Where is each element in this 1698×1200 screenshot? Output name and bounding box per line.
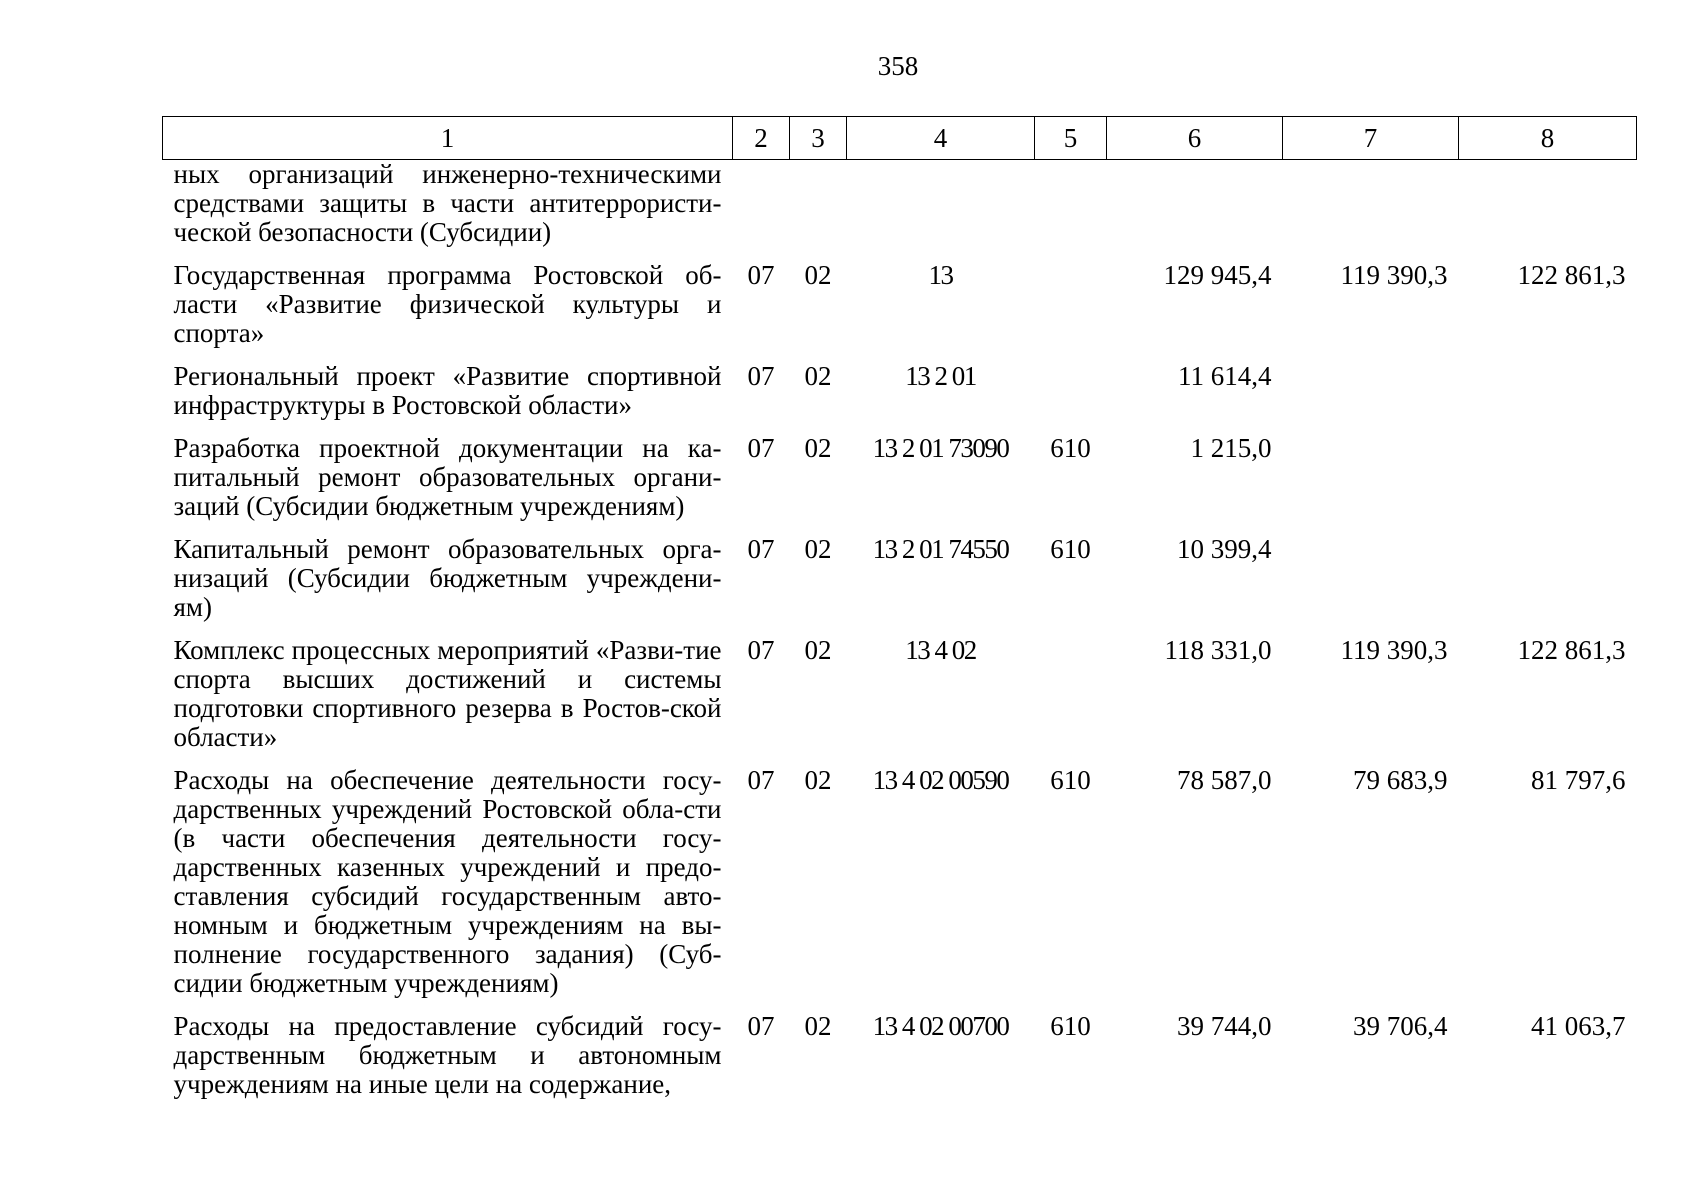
expense-type-code: 610 <box>1050 534 1091 564</box>
amount-col-7 <box>1283 160 1459 262</box>
table-row <box>163 160 1637 262</box>
amount-col-6 <box>1107 160 1283 262</box>
subsection-code: 02 <box>804 433 832 463</box>
section-code <box>733 160 790 262</box>
target-article-code: 13 4 02 00700 <box>872 1011 1009 1041</box>
section-code: 07 <box>747 635 775 665</box>
section-code: 07 <box>747 1011 775 1041</box>
section-code: 07 <box>747 765 775 795</box>
amount-col-7 <box>1283 362 1459 434</box>
target-article-code <box>847 160 1035 262</box>
section-code: 07 <box>747 534 775 564</box>
amount-col-7 <box>1283 434 1459 535</box>
amount-col-6: 118 331,0 <box>1164 635 1272 665</box>
amount-col-6: 10 399,4 <box>1177 534 1272 564</box>
expense-type-code: 610 <box>1050 1011 1091 1041</box>
row-name: Капитальный ремонт образовательных орга-низаций (Субсидии бюджетным учреждени-ям) <box>173 534 722 622</box>
column-header-7: 7 <box>1283 117 1459 160</box>
row-name: ных организаций инженерно-техническими средствами защиты в части антитеррористи-ческой безопасности (Субсидии) <box>173 159 722 247</box>
amount-col-8: 122 861,3 <box>1517 260 1626 290</box>
amount-col-8: 81 797,6 <box>1531 765 1626 795</box>
page-number: 358 <box>877 51 919 81</box>
table-row <box>163 1012 1637 1113</box>
table-header-row <box>163 117 1637 160</box>
amount-col-8 <box>1459 362 1637 434</box>
target-article-code: 13 4 02 00590 <box>872 765 1009 795</box>
row-name: Разработка проектной документации на ка-питальный ремонт образовательных органи-заций (Субсидии бюджетным учреждениям) <box>173 433 722 521</box>
column-header-5: 5 <box>1035 117 1107 160</box>
row-name: Комплекс процессных мероприятий «Разви-тие спорта высших достижений и системы подготовки спортивного резерва в Ростов-ской области» <box>173 635 722 752</box>
table-row <box>163 434 1637 535</box>
table-row <box>163 766 1637 1012</box>
column-header-3: 3 <box>790 117 847 160</box>
amount-col-8: 41 063,7 <box>1531 1011 1626 1041</box>
subsection-code <box>790 160 847 262</box>
expense-type-code: 610 <box>1050 765 1091 795</box>
column-header-2: 2 <box>733 117 790 160</box>
table-row <box>163 535 1637 636</box>
amount-col-6: 78 587,0 <box>1177 765 1272 795</box>
column-header-4: 4 <box>847 117 1035 160</box>
amount-col-7: 79 683,9 <box>1353 765 1448 795</box>
target-article-code: 13 <box>928 260 953 290</box>
amount-col-8: 122 861,3 <box>1517 635 1626 665</box>
column-header-6: 6 <box>1107 117 1283 160</box>
amount-col-6: 39 744,0 <box>1177 1011 1272 1041</box>
row-name: Региональный проект «Развитие спортивной инфраструктуры в Ростовской области» <box>173 361 722 420</box>
section-code: 07 <box>747 260 775 290</box>
section-code: 07 <box>747 361 775 391</box>
row-name: Расходы на обеспечение деятельности госу-дарственных учреждений Ростовской обла-сти (в части обеспечения деятельности госу-дарственных казенных учреждений и предо-ставления субсидий государственным авто-номным и бюджетным учреждениям на вы-полнение государственного задания) (Суб-сидии бюджетным учреждениям) <box>173 765 722 998</box>
table-row <box>163 636 1637 766</box>
table-row <box>163 362 1637 434</box>
target-article-code: 13 2 01 <box>905 361 976 391</box>
column-header-8: 8 <box>1459 117 1637 160</box>
amount-col-6: 1 215,0 <box>1190 433 1272 463</box>
subsection-code: 02 <box>804 635 832 665</box>
target-article-code: 13 4 02 <box>905 635 976 665</box>
expense-type-code <box>1035 261 1107 362</box>
column-header-1: 1 <box>163 117 733 160</box>
section-code: 07 <box>747 433 775 463</box>
amount-col-8 <box>1459 535 1637 636</box>
budget-table <box>162 116 1637 1113</box>
row-name: Государственная программа Ростовской об-ласти «Развитие физической культуры и спорта» <box>173 260 722 348</box>
expense-type-code <box>1035 362 1107 434</box>
target-article-code: 13 2 01 74550 <box>872 534 1009 564</box>
expense-type-code <box>1035 636 1107 766</box>
subsection-code: 02 <box>804 765 832 795</box>
row-name: Расходы на предоставление субсидий госу-дарственным бюджетным и автономным учреждениям на иные цели на содержание, <box>173 1011 722 1099</box>
subsection-code: 02 <box>804 1011 832 1041</box>
amount-col-7: 119 390,3 <box>1340 635 1448 665</box>
subsection-code: 02 <box>804 361 832 391</box>
amount-col-7 <box>1283 535 1459 636</box>
amount-col-7: 39 706,4 <box>1353 1011 1448 1041</box>
subsection-code: 02 <box>804 534 832 564</box>
amount-col-6: 129 945,4 <box>1163 260 1272 290</box>
expense-type-code <box>1035 160 1107 262</box>
amount-col-7: 119 390,3 <box>1340 260 1448 290</box>
expense-type-code: 610 <box>1050 433 1091 463</box>
target-article-code: 13 2 01 73090 <box>872 433 1009 463</box>
amount-col-6: 11 614,4 <box>1178 361 1272 391</box>
subsection-code: 02 <box>804 260 832 290</box>
table-row <box>163 261 1637 362</box>
amount-col-8 <box>1459 160 1637 262</box>
amount-col-8 <box>1459 434 1637 535</box>
